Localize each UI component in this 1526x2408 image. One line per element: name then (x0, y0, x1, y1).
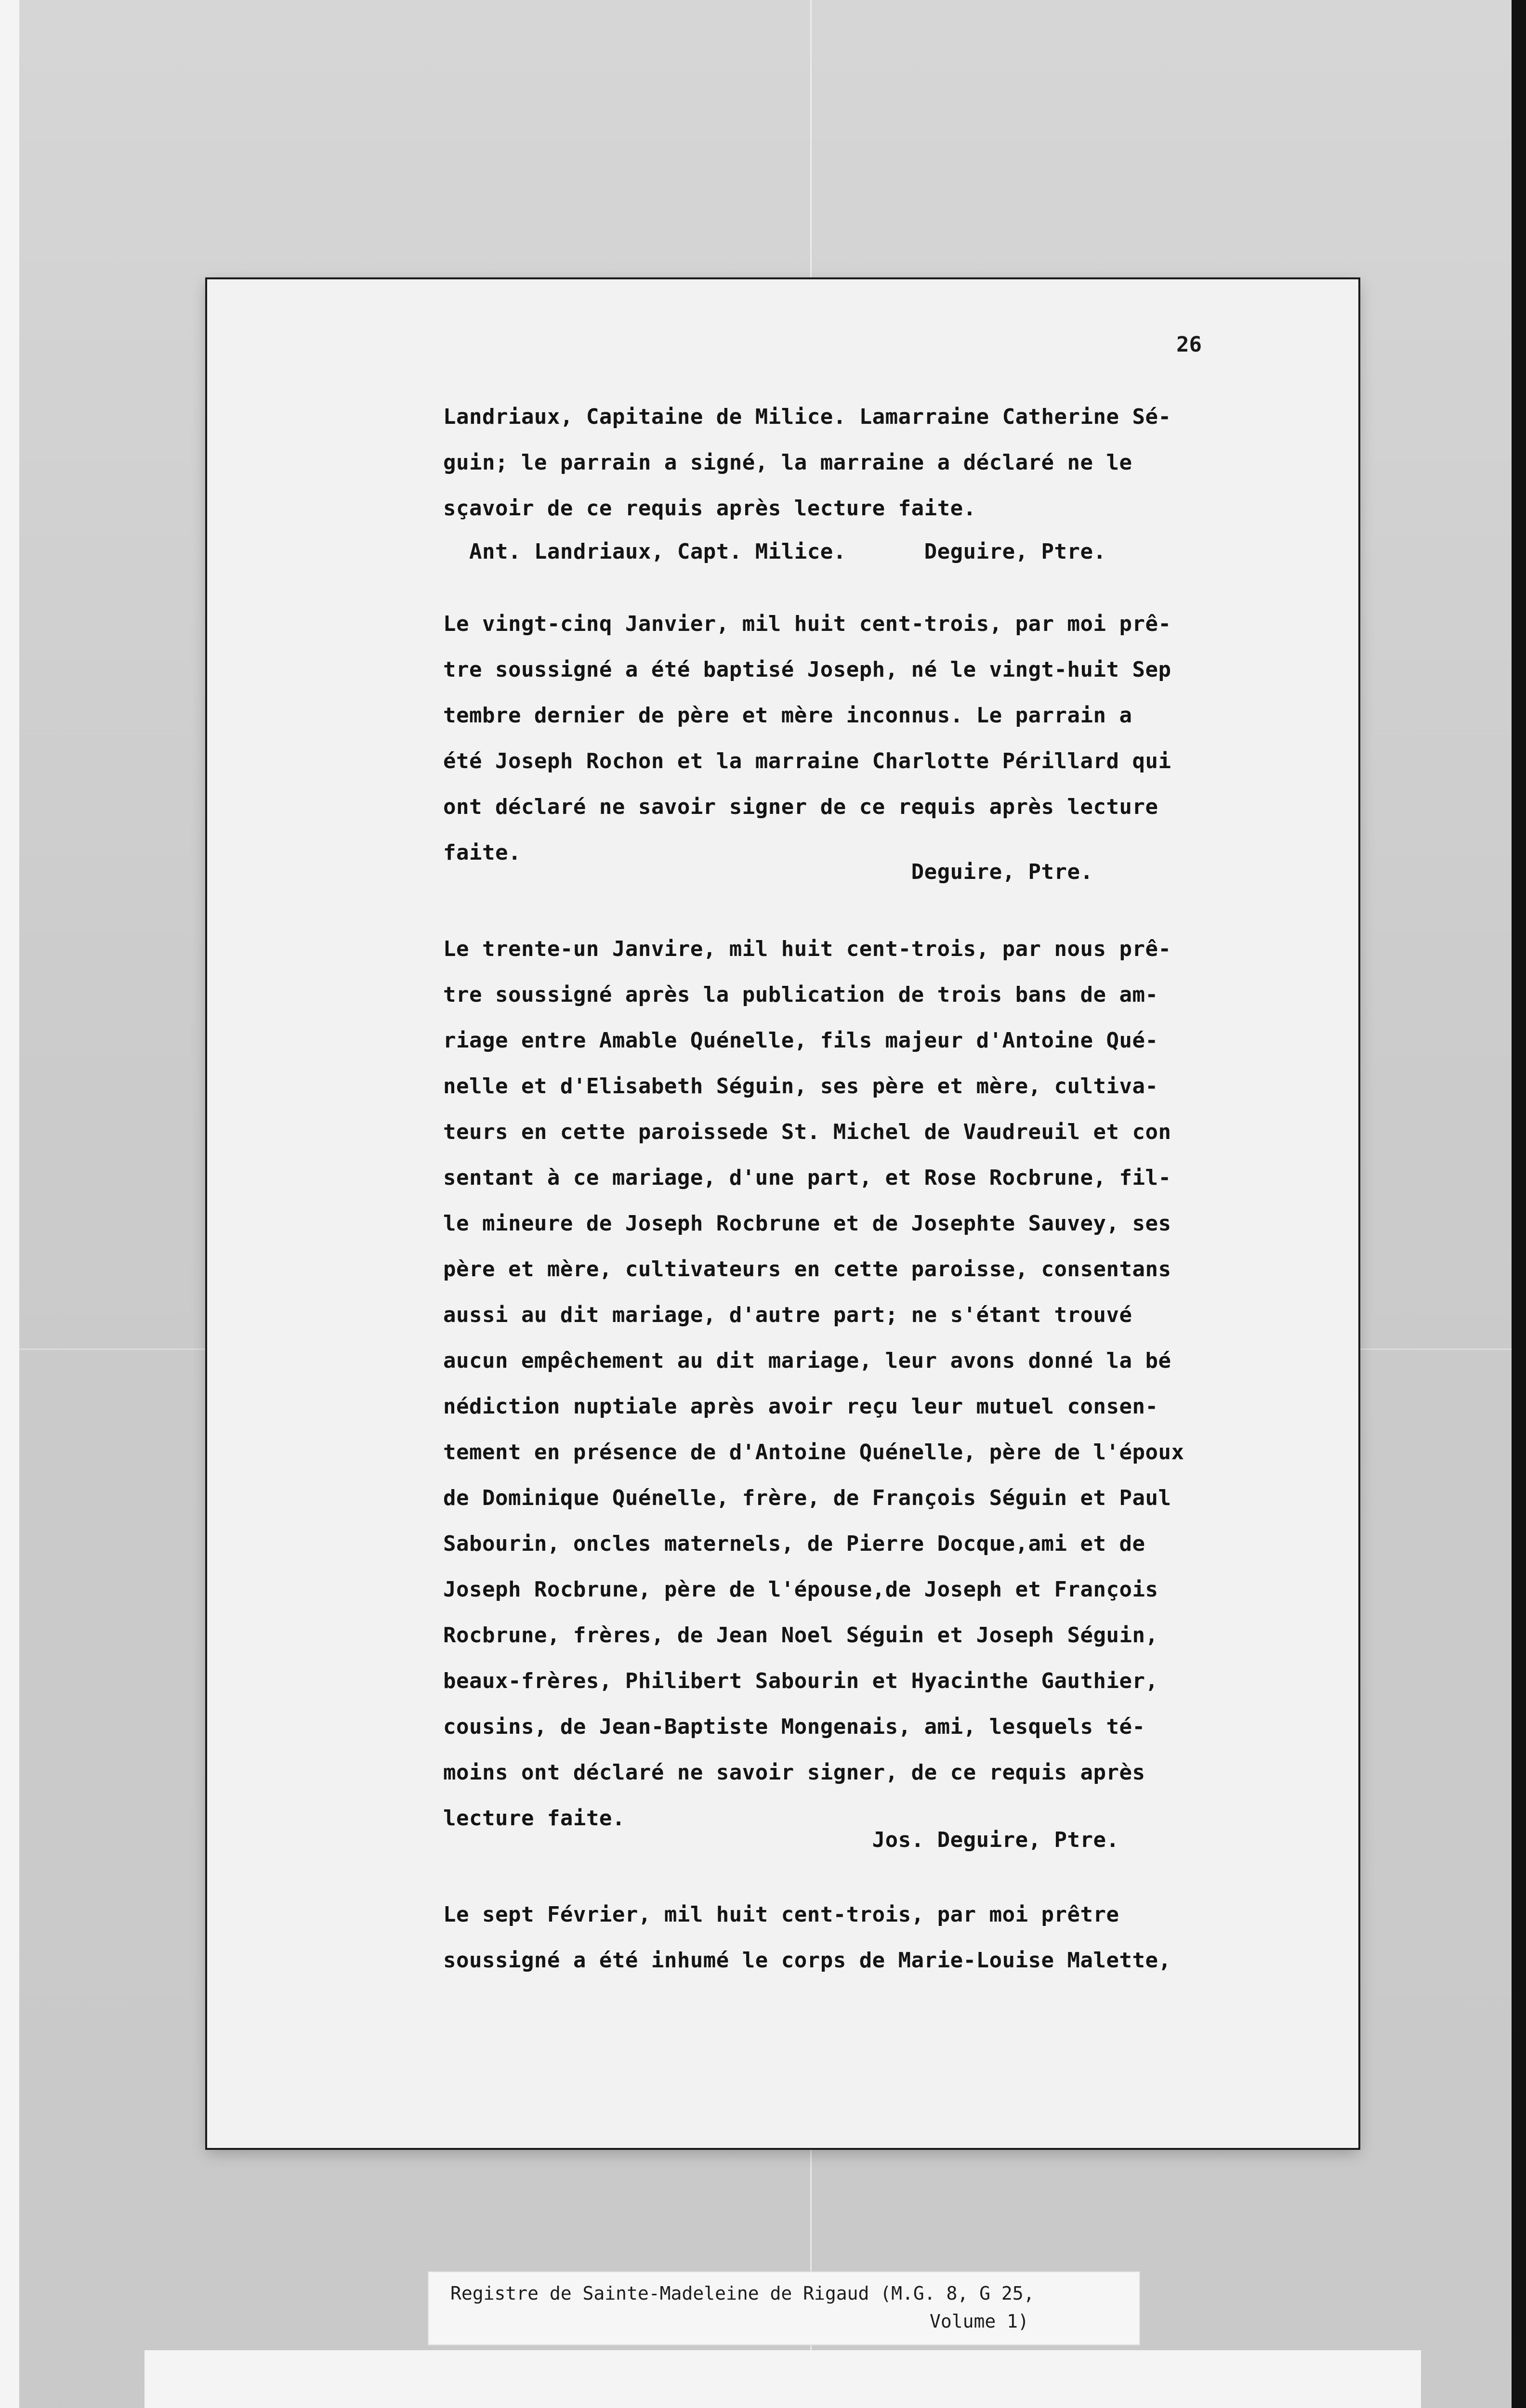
film-frame-left-edge (0, 0, 19, 2408)
text-line: guin; le parrain a signé, la marraine a déclaré ne le (443, 450, 1132, 475)
text-line: nelle et d'Elisabeth Séguin, ses père et mère, cultiva- (443, 1074, 1158, 1099)
caption-line-2: Volume 1) (930, 2311, 1029, 2332)
text-line: aucun empêchement au dit mariage, leur avons donné la bé (443, 1348, 1171, 1373)
text-line: tement en présence de d'Antoine Quénelle, père de l'époux (443, 1440, 1184, 1465)
film-frame-right-edge (1512, 0, 1526, 2408)
text-line: beaux-frères, Philibert Sabourin et Hyacinthe Gauthier, (443, 1669, 1158, 1693)
text-line: ont déclaré ne savoir signer de ce requis après lecture (443, 795, 1158, 819)
text-line: riage entre Amable Quénelle, fils majeur d'Antoine Qué- (443, 1028, 1158, 1053)
text-line: Sabourin, oncles maternels, de Pierre Docque,ami et de (443, 1531, 1145, 1556)
caption-line-1: Registre de Sainte-Madeleine de Rigaud (M.G. 8, G 25, (450, 2283, 1035, 2304)
page-number: 26 (1176, 332, 1202, 357)
text-line: teurs en cette paroissede St. Michel de Vaudreuil et con (443, 1120, 1171, 1144)
signature-line: Deguire, Ptre. (443, 860, 1093, 884)
text-line: Joseph Rocbrune, père de l'épouse,de Joseph et François (443, 1577, 1158, 1602)
text-line: sçavoir de ce requis après lecture faite. (443, 496, 976, 521)
text-line: lecture faite. (443, 1806, 625, 1831)
reference-caption (429, 2272, 1139, 2344)
text-line: cousins, de Jean-Baptiste Mongenais, ami, lesquels té- (443, 1714, 1145, 1739)
text-line: Le trente-un Janvire, mil huit cent-trois, par nous prê- (443, 937, 1171, 961)
text-line: soussigné a été inhumé le corps de Marie-Louise Malette, (443, 1948, 1171, 1973)
text-line: nédiction nuptiale après avoir reçu leur mutuel consen- (443, 1394, 1158, 1419)
text-line: faite. (443, 840, 521, 865)
text-line: aussi au dit mariage, d'autre part; ne s'étant trouvé (443, 1303, 1132, 1327)
text-line: le mineure de Joseph Rocbrune et de Josephte Sauvey, ses (443, 1211, 1171, 1236)
signature-line: Jos. Deguire, Ptre. (443, 1828, 1119, 1852)
signature-line: Ant. Landriaux, Capt. Milice. Deguire, Ptre. (443, 539, 1106, 564)
text-line: Landriaux, Capitaine de Milice. Lamarraine Catherine Sé- (443, 405, 1171, 429)
text-line: de Dominique Quénelle, frère, de François Séguin et Paul (443, 1486, 1171, 1510)
text-line: sentant à ce mariage, d'une part, et Rose Rocbrune, fil- (443, 1165, 1171, 1190)
text-line: tre soussigné a été baptisé Joseph, né le vingt-huit Sep (443, 657, 1171, 682)
text-line: Le vingt-cinq Janvier, mil huit cent-trois, par moi prê- (443, 612, 1171, 636)
text-line: Le sept Février, mil huit cent-trois, par moi prêtre (443, 1902, 1119, 1927)
text-line: Rocbrune, frères, de Jean Noel Séguin et Joseph Séguin, (443, 1623, 1158, 1648)
text-line: moins ont déclaré ne savoir signer, de ce requis après (443, 1760, 1145, 1785)
text-line: tembre dernier de père et mère inconnus. Le parrain a (443, 703, 1132, 728)
register-page (207, 279, 1358, 2148)
text-line: été Joseph Rochon et la marraine Charlotte Périllard qui (443, 749, 1171, 773)
archive-card (145, 2350, 1421, 2408)
text-line: père et mère, cultivateurs en cette paroisse, consentans (443, 1257, 1171, 1282)
text-line: tre soussigné après la publication de trois bans de am- (443, 982, 1158, 1007)
